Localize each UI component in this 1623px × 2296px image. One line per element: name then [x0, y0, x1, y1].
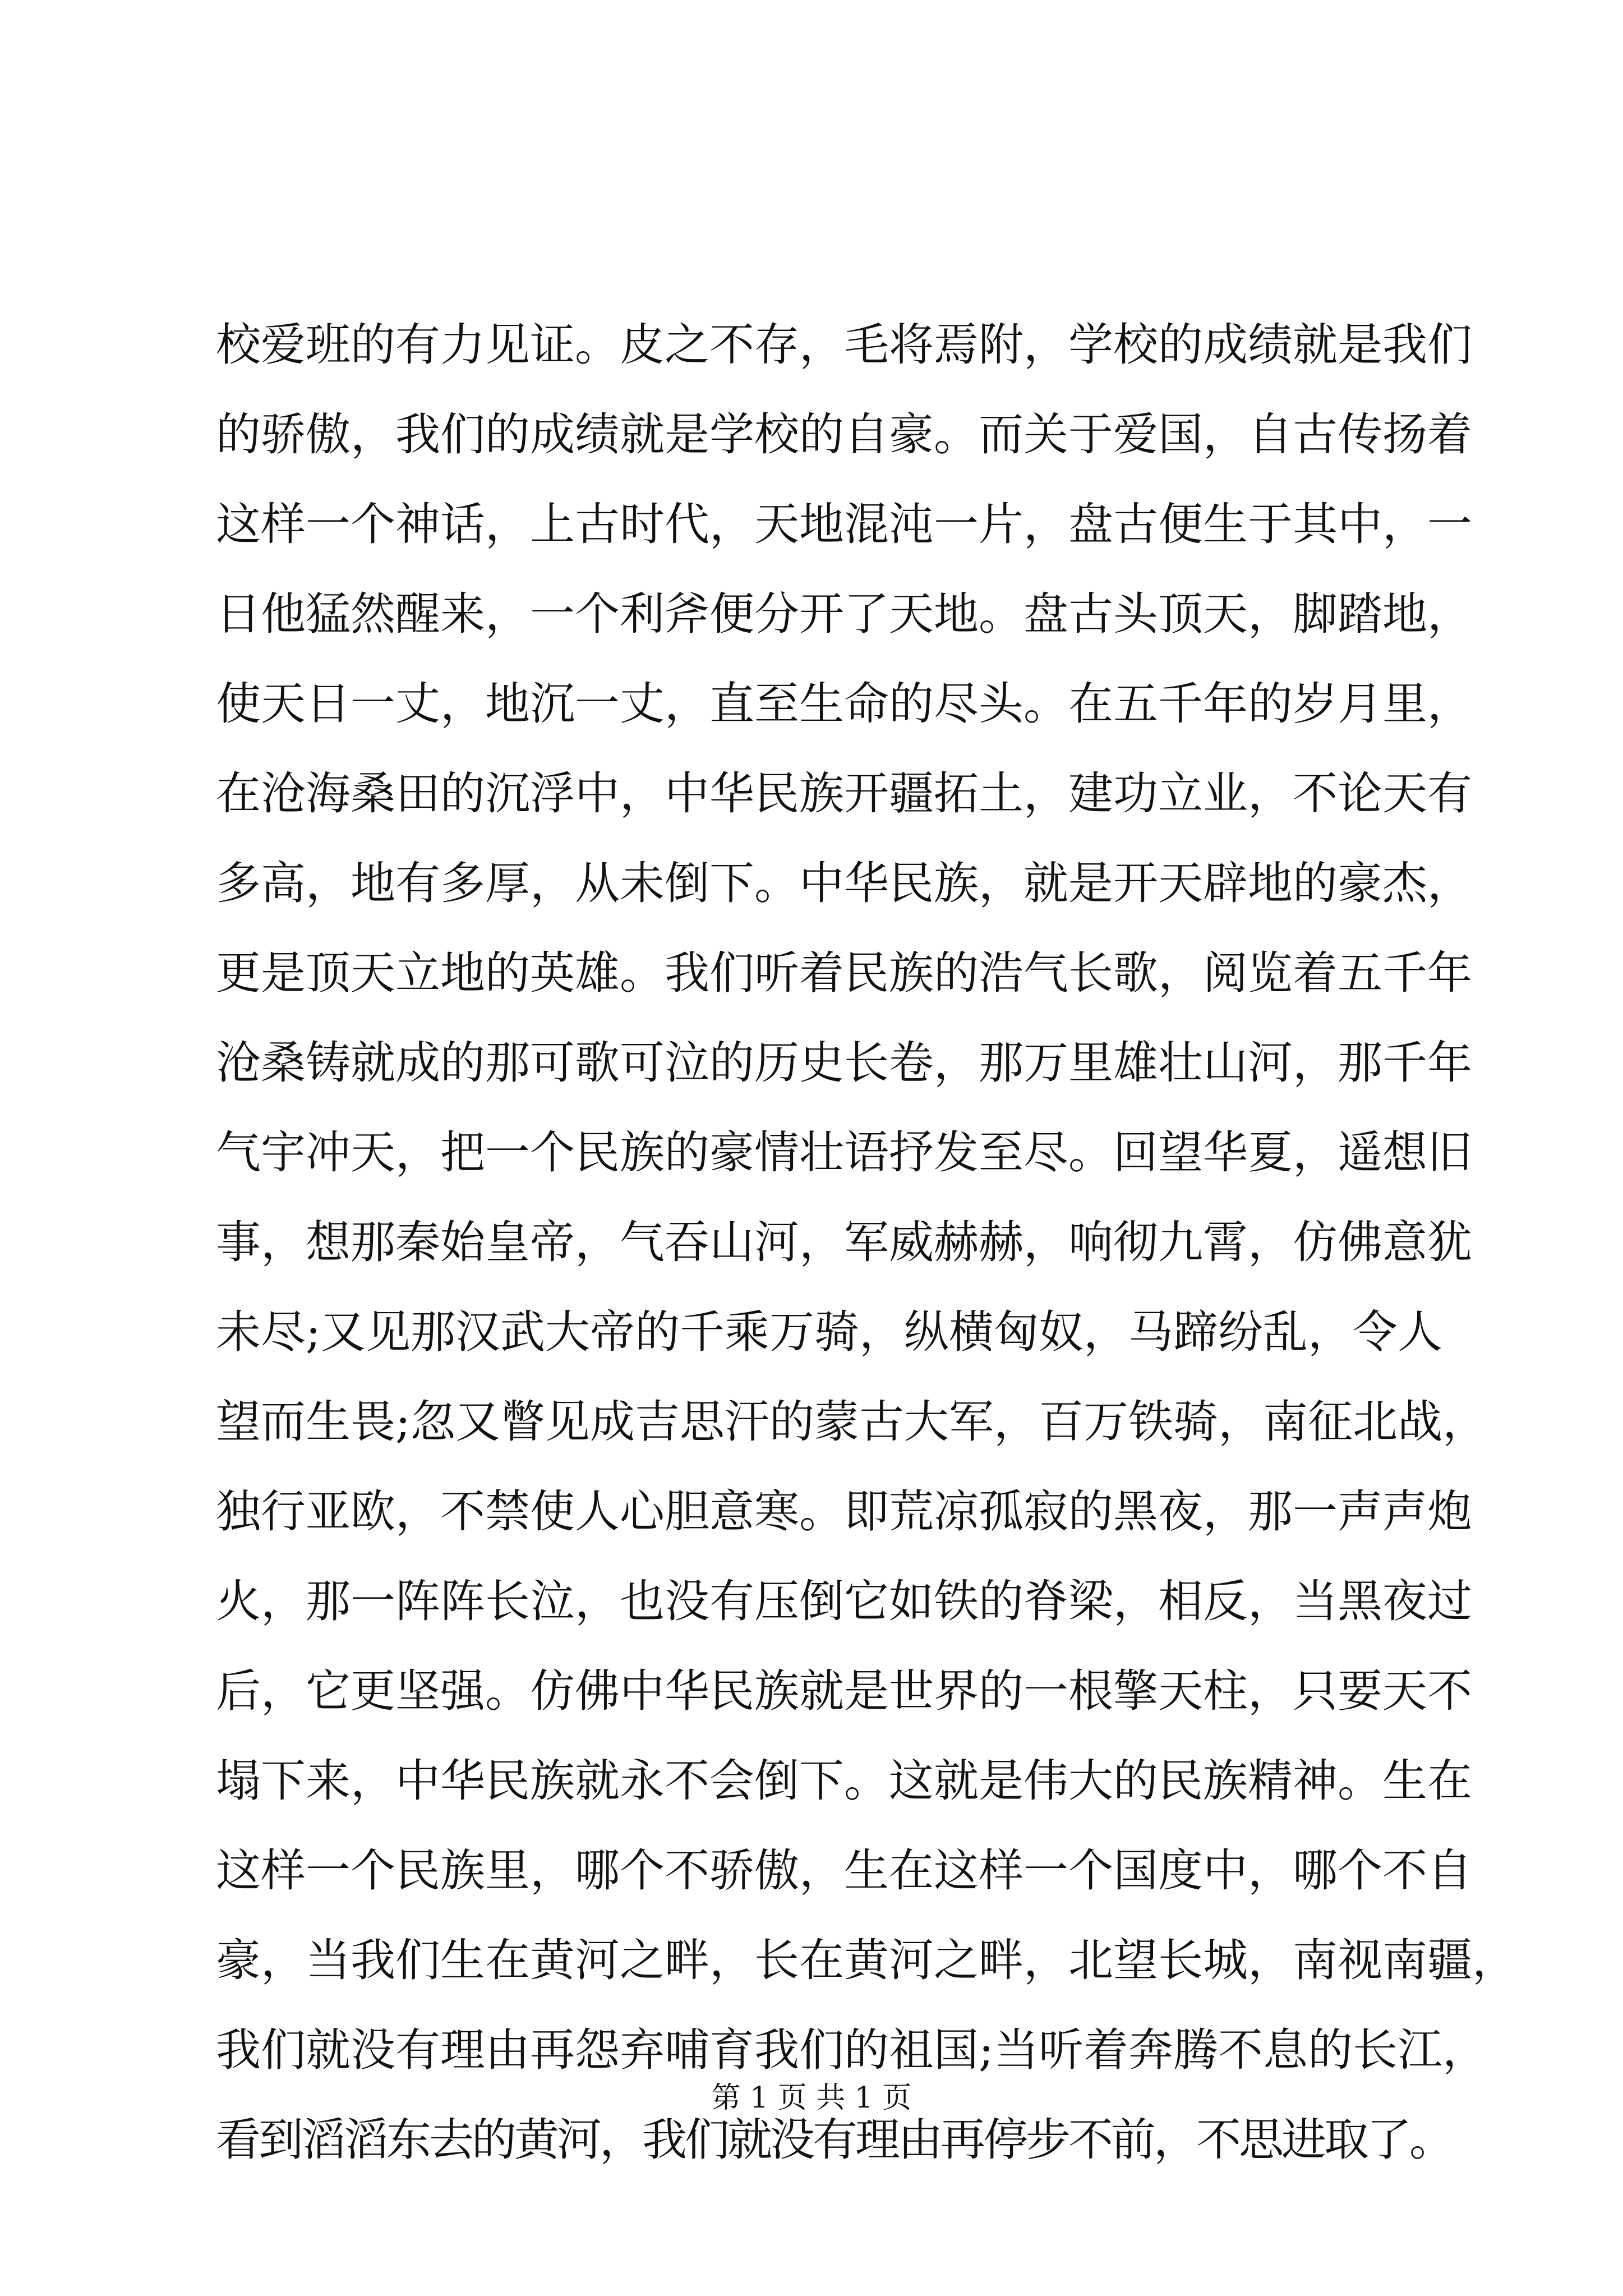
text-line: 沧桑铸就成的那可歌可泣的历史长卷，那万里雄壮山河，那千年 [216, 1037, 1472, 1089]
text-line: 后，它更坚强。仿佛中华民族就是世界的一根擎天柱，只要天不 [216, 1665, 1472, 1717]
text-line: 校爱班的有力见证。皮之不存，毛将焉附，学校的成绩就是我们 [216, 319, 1472, 371]
text-line: 事，想那秦始皇帝，气吞山河，军威赫赫，响彻九霄，仿佛意犹 [216, 1216, 1472, 1268]
text-line: 的骄傲，我们的成绩就是学校的自豪。而关于爱国，自古传扬着 [216, 408, 1472, 461]
page-number-footer: 第 1 页 共 1 页 [711, 2081, 912, 2115]
text-line: 在沧海桑田的沉浮中，中华民族开疆拓土，建功立业，不论天有 [216, 767, 1472, 820]
text-line: 火，那一阵阵长泣，也没有压倒它如铁的脊梁，相反，当黑夜过 [216, 1575, 1472, 1627]
text-line: 豪，当我们生在黄河之畔，长在黄河之畔，北望长城，南视南疆， [216, 1934, 1517, 1986]
text-line: 日他猛然醒来，一个利斧便分开了天地。盘古头顶天，脚踏地， [216, 588, 1472, 640]
text-line: 多高，地有多厚，从未倒下。中华民族，就是开天辟地的豪杰， [216, 857, 1472, 909]
text-line: 未尽;又见那汉武大帝的千乘万骑，纵横匈奴，马蹄纷乱，令人 [216, 1306, 1442, 1358]
text-line: 更是顶天立地的英雄。我们听着民族的浩气长歌，阅览着五千年 [216, 947, 1472, 999]
text-line: 使天日一丈，地沉一丈，直至生命的尽头。在五千年的岁月里， [216, 678, 1472, 730]
body-paragraph [216, 300, 1517, 2185]
text-line: 我们就没有理由再怨弃哺育我们的祖国;当听着奔腾不息的长江， [216, 2024, 1487, 2076]
text-line: 望而生畏;忽又瞥见成吉思汗的蒙古大军，百万铁骑，南征北战， [216, 1396, 1487, 1448]
text-line: 看到滔滔东去的黄河，我们就没有理由再停步不前，不思进取了。 [216, 2114, 1452, 2166]
text-line: 塌下来，中华民族就永不会倒下。这就是伟大的民族精神。生在 [216, 1755, 1472, 1807]
text-line: 气宇冲天，把一个民族的豪情壮语抒发至尽。回望华夏，遥想旧 [216, 1126, 1472, 1179]
text-line: 这样一个民族里，哪个不骄傲，生在这样一个国度中，哪个不自 [216, 1844, 1472, 1897]
text-line: 这样一个神话，上古时代，天地混沌一片，盘古便生于其中，一 [216, 498, 1472, 550]
text-line: 独行亚欧，不禁使人心胆意寒。即荒凉孤寂的黑夜，那一声声炮 [216, 1485, 1472, 1538]
